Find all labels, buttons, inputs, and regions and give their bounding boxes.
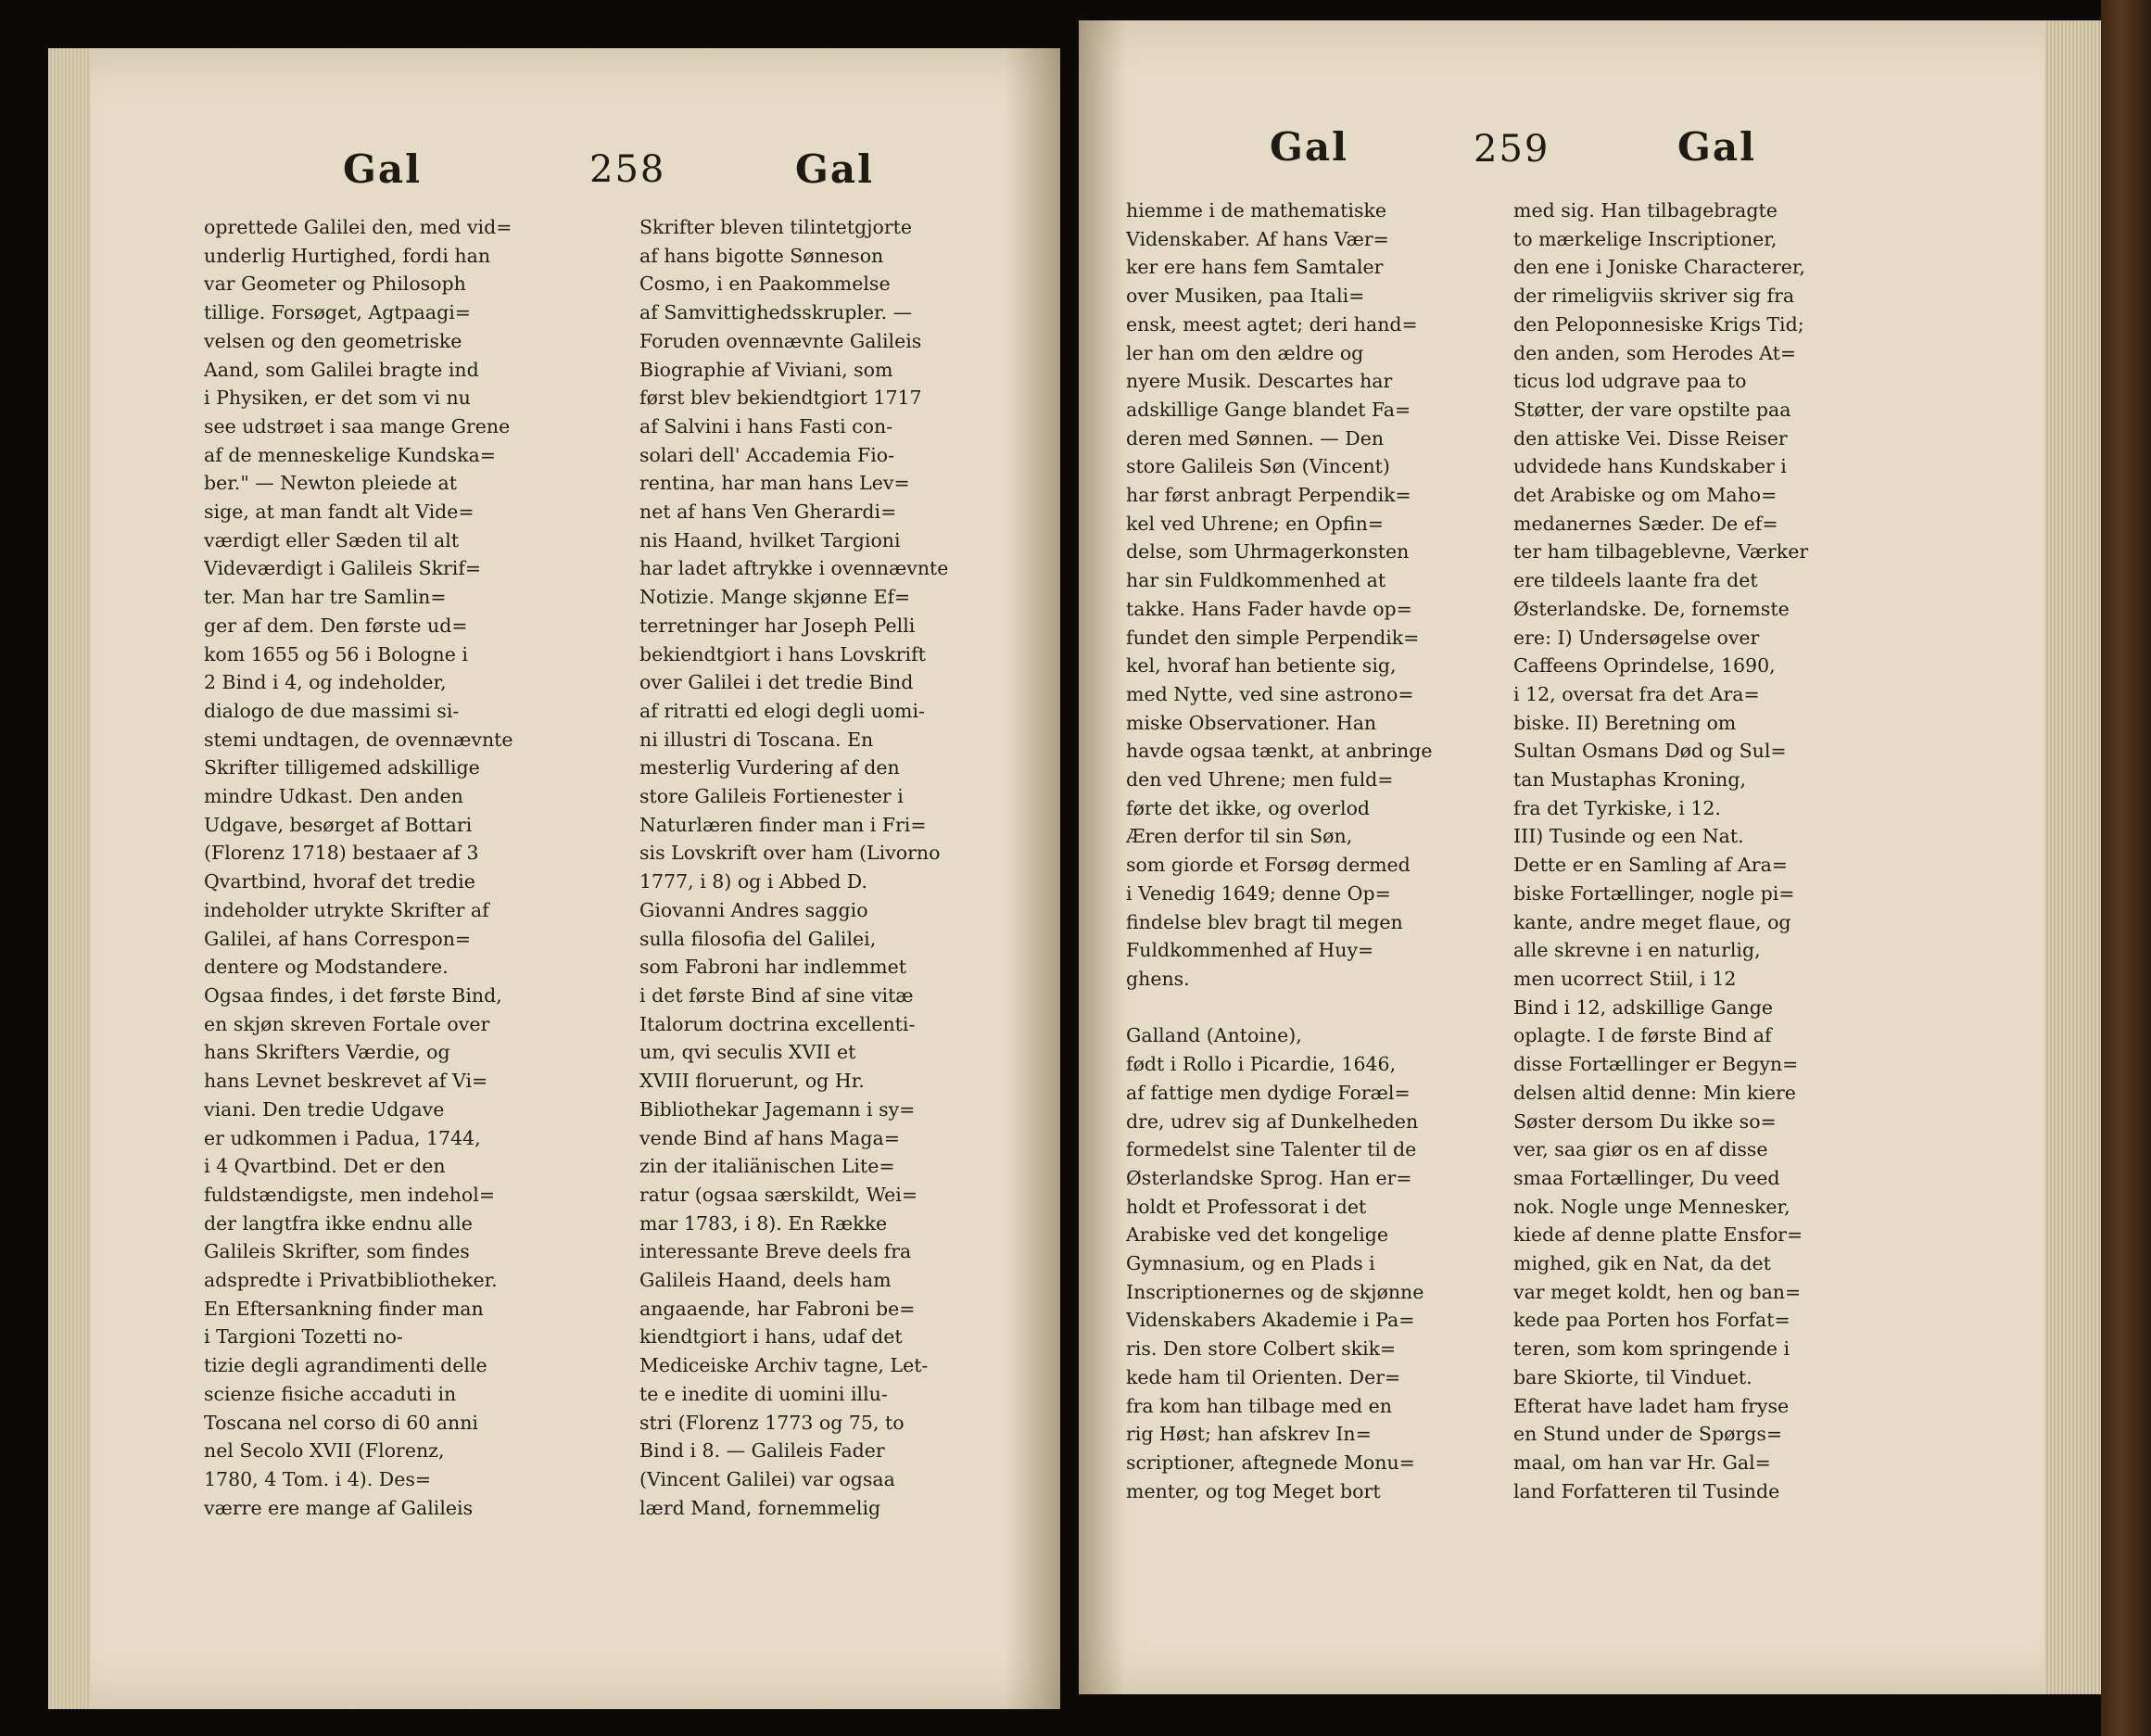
- text-line: kede paa Porten hos Forfat=: [1513, 1309, 1790, 1332]
- text-line: værre ere mange af Galileis: [204, 1496, 474, 1519]
- text-line: store Galileis Fortienester i: [639, 785, 904, 808]
- text-line: lærd Mand, fornemmelig: [639, 1496, 881, 1519]
- text-line: ni illustri di Toscana. En: [639, 728, 874, 751]
- text-line: vende Bind af hans Maga=: [639, 1126, 900, 1149]
- text-line: den ved Uhrene; men fuld=: [1126, 768, 1394, 792]
- text-line: (Florenz 1718) bestaaer af 3: [204, 842, 479, 865]
- text-line: ris. Den store Colbert skik=: [1126, 1337, 1397, 1361]
- text-line: III) Tusinde og een Nat.: [1513, 825, 1744, 848]
- text-line: see udstrøet i saa mange Grene: [204, 414, 511, 437]
- text-line: Videnskaber. Af hans Vær=: [1126, 227, 1389, 250]
- text-line: med Nytte, ved sine astrono=: [1126, 682, 1414, 705]
- text-line: Gymnasium, og en Plads i: [1126, 1252, 1375, 1275]
- left-page-number: 258: [589, 148, 666, 191]
- text-line: som giorde et Forsøg dermed: [1126, 854, 1411, 877]
- text-line: nok. Nogle unge Mennesker,: [1513, 1195, 1790, 1218]
- right-page-number: 259: [1474, 128, 1550, 171]
- text-line: kom 1655 og 56 i Bologne i: [204, 642, 468, 665]
- text-line: den anden, som Herodes At=: [1513, 341, 1797, 364]
- text-line: var meget koldt, hen og ban=: [1513, 1280, 1802, 1303]
- text-line: rentina, har man hans Lev=: [639, 472, 910, 495]
- text-line: hiemme i de mathematiske: [1126, 199, 1387, 222]
- text-line: Dette er en Samling af Ara=: [1513, 854, 1788, 877]
- text-line: oprettede Galilei den, med vid=: [204, 216, 512, 238]
- text-line: kel ved Uhrene; en Opfin=: [1126, 512, 1384, 535]
- text-line: som Fabroni har indlemmet: [639, 956, 906, 979]
- text-line: i 12, oversat fra det Ara=: [1513, 682, 1760, 705]
- text-line: Giovanni Andres saggio: [639, 898, 868, 921]
- text-line: har først anbragt Perpendik=: [1126, 484, 1411, 507]
- text-line: født i Rollo i Picardie, 1646,: [1126, 1053, 1397, 1076]
- text-line: bekiendtgiort i hans Lovskrift: [639, 642, 926, 665]
- text-line: dre, udrev sig af Dunkelheden: [1126, 1109, 1419, 1133]
- text-line: ensk, meest agtet; deri hand=: [1126, 312, 1418, 336]
- text-line: mar 1783, i 8). En Række: [639, 1211, 888, 1235]
- text-line: mighed, gik en Nat, da det: [1513, 1252, 1771, 1275]
- text-line: Galileis Skrifter, som findes: [204, 1240, 470, 1263]
- text-line: Støtter, der vare opstilte paa: [1513, 398, 1791, 421]
- text-line: Arabiske ved det kongelige: [1126, 1223, 1389, 1247]
- text-line: 1777, i 8) og i Abbed D.: [639, 870, 867, 893]
- text-line: der langtfra ikke endnu alle: [204, 1211, 473, 1235]
- text-line: fra kom han tilbage med en: [1126, 1394, 1392, 1417]
- text-line: fra det Tyrkiske, i 12.: [1513, 796, 1721, 819]
- left-running-head-left: Gal: [343, 146, 423, 192]
- text-line: alle skrevne i en naturlig,: [1513, 939, 1761, 962]
- text-line: Galland (Antoine),: [1126, 1024, 1302, 1047]
- text-line: ere: I) Undersøgelse over: [1513, 626, 1760, 649]
- text-line: en skjøn skreven Fortale over: [204, 1012, 490, 1035]
- text-line: mindre Udkast. Den anden: [204, 785, 463, 808]
- text-line: deren med Sønnen. — Den: [1126, 426, 1385, 450]
- text-line: kante, andre meget flaue, og: [1513, 910, 1791, 933]
- text-line: den ene i Joniske Characterer,: [1513, 256, 1805, 279]
- text-line: teren, som kom springende i: [1513, 1337, 1790, 1361]
- text-line: net af hans Ven Gherardi=: [639, 501, 897, 524]
- text-line: Efterat have ladet ham fryse: [1513, 1394, 1790, 1417]
- text-line: underlig Hurtighed, fordi han: [204, 244, 491, 267]
- text-line: XVIII floruerunt, og Hr.: [639, 1070, 865, 1093]
- text-line: i 4 Qvartbind. Det er den: [204, 1155, 446, 1178]
- text-line: um, qvi seculis XVII et: [639, 1041, 856, 1064]
- text-line: Østerlandske. De, fornemste: [1513, 597, 1790, 620]
- text-line: sulla filosofia del Galilei,: [639, 927, 877, 950]
- text-line: Bind i 12, adskillige Gange: [1513, 995, 1773, 1019]
- left-page-column-1: [204, 213, 593, 1522]
- text-line: 1780, 4 Tom. i 4). Des=: [204, 1467, 432, 1490]
- text-line: der rimeligviis skriver sig fra: [1513, 285, 1795, 308]
- right-running-head-left: Gal: [1270, 124, 1349, 170]
- text-line: tillige. Forsøget, Agtpaagi=: [204, 301, 471, 324]
- text-line: smaa Fortællinger, Du veed: [1513, 1166, 1780, 1189]
- text-line: i Physiken, er det som vi nu: [204, 386, 471, 410]
- text-line: i Targioni Tozetti no-: [204, 1325, 403, 1349]
- text-line: det Arabiske og om Maho=: [1513, 484, 1778, 507]
- text-line: biske. II) Beretning om: [1513, 711, 1737, 734]
- text-line: to mærkelige Inscriptioner,: [1513, 227, 1778, 250]
- text-line: af hans bigotte Sønneson: [639, 244, 884, 267]
- text-line: Cosmo, i en Paakommelse: [639, 272, 891, 296]
- text-line: nyere Musik. Descartes har: [1126, 370, 1393, 393]
- text-line: Ogsaa findes, i det første Bind,: [204, 983, 502, 1007]
- text-line: kel, hvoraf han betiente sig,: [1126, 654, 1397, 678]
- text-line: interessante Breve deels fra: [639, 1240, 912, 1263]
- text-line: Aand, som Galilei bragte ind: [204, 358, 479, 381]
- text-line: land Forfatteren til Tusinde: [1513, 1479, 1780, 1502]
- text-line: den attiske Vei. Disse Reiser: [1513, 426, 1788, 450]
- text-line: ger af dem. Den første ud=: [204, 614, 468, 637]
- text-line: En Eftersankning finder man: [204, 1297, 484, 1320]
- text-line: rig Høst; han afskrev In=: [1126, 1423, 1372, 1446]
- text-line: maal, om han var Hr. Gal=: [1513, 1451, 1771, 1474]
- text-line: kiede af denne platte Ensfor=: [1513, 1223, 1803, 1247]
- text-line: ver, saa giør os en af disse: [1513, 1138, 1768, 1161]
- text-line: Caffeens Oprindelse, 1690,: [1513, 654, 1776, 678]
- text-line: en Stund under de Spørgs=: [1513, 1423, 1783, 1446]
- text-line: dentere og Modstandere.: [204, 956, 449, 979]
- text-line: af ritratti ed elogi degli uomi-: [639, 699, 925, 722]
- text-line: den Peloponnesiske Krigs Tid;: [1513, 312, 1804, 336]
- text-line: af de menneskelige Kundska=: [204, 443, 496, 466]
- text-line: Mediceiske Archiv tagne, Let-: [639, 1354, 929, 1377]
- text-line: men ucorrect Stiil, i 12: [1513, 967, 1737, 990]
- text-line: førte det ikke, og overlod: [1126, 796, 1371, 819]
- text-line: scriptioner, aftegnede Monu=: [1126, 1451, 1415, 1474]
- text-line: adskillige Gange blandet Fa=: [1126, 398, 1411, 421]
- text-line: takke. Hans Fader havde op=: [1126, 597, 1412, 620]
- text-line: af Samvittighedsskrupler. —: [639, 301, 913, 324]
- text-line: er udkommen i Padua, 1744,: [204, 1126, 481, 1149]
- text-line: menter, og tog Meget bort: [1126, 1479, 1381, 1502]
- text-line: terretninger har Joseph Pelli: [639, 614, 916, 637]
- right-gutter-shadow: [1079, 20, 1125, 1694]
- text-line: te e inedite di uomini illu-: [639, 1382, 888, 1405]
- text-line: havde ogsaa tænkt, at anbringe: [1126, 740, 1433, 763]
- text-line: Galilei, af hans Correspon=: [204, 927, 472, 950]
- text-line: Foruden ovennævnte Galileis: [639, 329, 922, 352]
- text-line: først blev bekiendtgiort 1717: [639, 386, 922, 410]
- text-line: Naturlæren finder man i Fri=: [639, 813, 927, 836]
- left-running-head-right: Gal: [795, 146, 875, 192]
- text-line: indeholder utrykte Skrifter af: [204, 898, 489, 921]
- text-line: Toscana nel corso di 60 anni: [204, 1411, 478, 1434]
- text-line: over Galilei i det tredie Bind: [639, 671, 914, 694]
- text-line: har sin Fuldkommenhed at: [1126, 569, 1386, 592]
- text-line: scienze fisiche accaduti in: [204, 1382, 457, 1405]
- text-line: ler han om den ældre og: [1126, 341, 1364, 364]
- right-page-column-2: [1513, 196, 1903, 1505]
- text-line: nis Haand, hvilket Targioni: [639, 528, 901, 551]
- text-line: Bibliothekar Jagemann i sy=: [639, 1097, 916, 1121]
- left-page-column-2: [639, 213, 1029, 1522]
- text-line: Videværdigt i Galileis Skrif=: [204, 557, 482, 580]
- text-line: Inscriptionernes og de skjønne: [1126, 1280, 1424, 1303]
- text-line: mesterlig Vurdering af den: [639, 756, 900, 779]
- text-line: Skrifter tilligemed adskillige: [204, 756, 480, 779]
- left-page-edge: [48, 48, 91, 1709]
- text-line: ere tildeels laante fra det: [1513, 569, 1758, 592]
- text-line: tizie degli agrandimenti delle: [204, 1354, 487, 1377]
- text-line: Galileis Haand, deels ham: [639, 1269, 892, 1292]
- text-line: ber." — Newton pleiede at: [204, 472, 457, 495]
- text-line: sige, at man fandt alt Vide=: [204, 501, 474, 524]
- text-line: angaaende, har Fabroni be=: [639, 1297, 916, 1320]
- book-cover-edge: [2101, 0, 2151, 1736]
- text-line: af fattige men dydige Foræl=: [1126, 1081, 1411, 1104]
- text-line: i det første Bind af sine vitæ: [639, 983, 914, 1007]
- text-line: hans Levnet beskrevet af Vi=: [204, 1070, 488, 1093]
- text-line: (Vincent Galilei) var ogsaa: [639, 1467, 895, 1490]
- text-line: store Galileis Søn (Vincent): [1126, 455, 1390, 478]
- right-page-column-1: [1126, 196, 1511, 1505]
- text-line: stemi undtagen, de ovennævnte: [204, 728, 513, 751]
- text-line: Videnskabers Akademie i Pa=: [1126, 1309, 1415, 1332]
- text-line: Æren derfor til sin Søn,: [1126, 825, 1353, 848]
- text-line: i Venedig 1649; denne Op=: [1126, 881, 1391, 905]
- text-line: tan Mustaphas Kroning,: [1513, 768, 1746, 792]
- text-line: fundet den simple Perpendik=: [1126, 626, 1420, 649]
- text-line: ghens.: [1126, 967, 1190, 990]
- text-line: kede ham til Orienten. Der=: [1126, 1365, 1401, 1388]
- text-line: sis Lovskrift over ham (Livorno: [639, 842, 941, 865]
- text-line: Sultan Osmans Død og Sul=: [1513, 740, 1787, 763]
- text-line: over Musiken, paa Itali=: [1126, 285, 1365, 308]
- text-line: ter ham tilbageblevne, Værker: [1513, 540, 1809, 564]
- text-line: Østerlandske Sprog. Han er=: [1126, 1166, 1412, 1189]
- text-line: delsen altid denne: Min kiere: [1513, 1081, 1796, 1104]
- text-line: nel Secolo XVII (Florenz,: [204, 1439, 445, 1463]
- text-line: findelse blev bragt til megen: [1126, 910, 1403, 933]
- text-line: zin der italiänischen Lite=: [639, 1155, 895, 1178]
- text-line: velsen og den geometriske: [204, 329, 462, 352]
- text-line: Søster dersom Du ikke so=: [1513, 1109, 1777, 1133]
- text-line: Italorum doctrina excellenti-: [639, 1012, 916, 1035]
- text-line: medanernes Sæder. De ef=: [1513, 512, 1778, 535]
- text-line: [1126, 994, 1511, 1022]
- text-line: udvidede hans Kundskaber i: [1513, 455, 1787, 478]
- text-line: ter. Man har tre Samlin=: [204, 586, 447, 609]
- text-line: 2 Bind i 4, og indeholder,: [204, 671, 447, 694]
- text-line: har ladet aftrykke i ovennævnte: [639, 557, 949, 580]
- text-line: værdigt eller Sæden til alt: [204, 528, 460, 551]
- text-line: fuldstændigste, men indehol=: [204, 1183, 496, 1206]
- right-page-edge: [2044, 20, 2102, 1694]
- text-line: solari dell' Accademia Fio-: [639, 443, 895, 466]
- text-line: holdt et Professorat i det: [1126, 1195, 1367, 1218]
- text-line: ker ere hans fem Samtaler: [1126, 256, 1384, 279]
- text-line: Notizie. Mange skjønne Ef=: [639, 586, 911, 609]
- text-line: dialogo de due massimi si-: [204, 699, 460, 722]
- text-line: oplagte. I de første Bind af: [1513, 1024, 1772, 1047]
- text-line: Skrifter bleven tilintetgjorte: [639, 216, 913, 238]
- text-line: Qvartbind, hvoraf det tredie: [204, 870, 475, 893]
- text-line: var Geometer og Philosoph: [204, 272, 466, 296]
- right-running-head-right: Gal: [1677, 124, 1757, 170]
- text-line: hans Skrifters Værdie, og: [204, 1041, 450, 1064]
- text-line: af Salvini i hans Fasti con-: [639, 414, 893, 437]
- text-line: stri (Florenz 1773 og 75, to: [639, 1411, 905, 1434]
- text-line: disse Fortællinger er Begyn=: [1513, 1053, 1799, 1076]
- text-line: Udgave, besørget af Bottari: [204, 813, 473, 836]
- text-line: Biographie af Viviani, som: [639, 358, 893, 381]
- text-line: delse, som Uhrmagerkonsten: [1126, 540, 1410, 564]
- text-line: Bind i 8. — Galileis Fader: [639, 1439, 885, 1463]
- text-line: viani. Den tredie Udgave: [204, 1097, 445, 1121]
- text-line: Fuldkommenhed af Huy=: [1126, 939, 1374, 962]
- text-line: formedelst sine Talenter til de: [1126, 1138, 1417, 1161]
- text-line: biske Fortællinger, nogle pi=: [1513, 881, 1795, 905]
- text-line: med sig. Han tilbagebragte: [1513, 199, 1778, 222]
- text-line: ratur (ogsaa særskildt, Wei=: [639, 1183, 918, 1206]
- text-line: ticus lod udgrave paa to: [1513, 370, 1747, 393]
- text-line: miske Observationer. Han: [1126, 711, 1377, 734]
- text-line: bare Skiorte, til Vinduet.: [1513, 1365, 1752, 1388]
- text-line: kiendtgiort i hans, udaf det: [639, 1325, 903, 1349]
- text-line: adspredte i Privatbibliotheker.: [204, 1269, 498, 1292]
